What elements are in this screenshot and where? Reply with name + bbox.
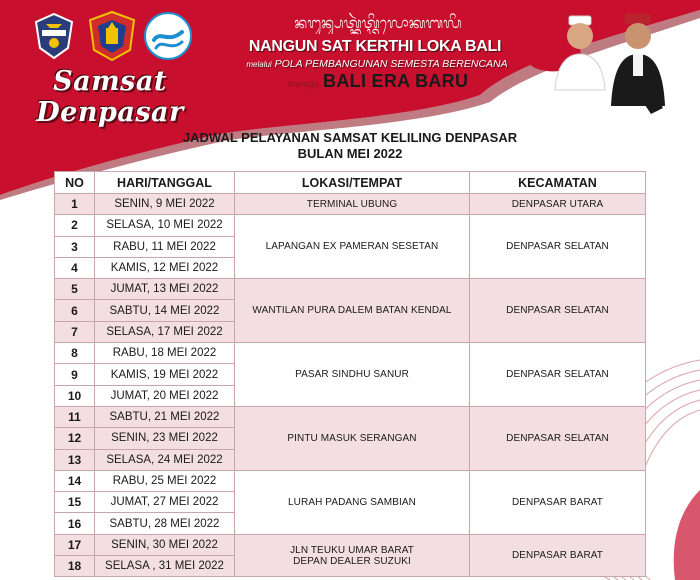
slogan-menuju: menuju (287, 79, 320, 89)
document-title (120, 130, 580, 162)
slogan-main: NANGUN SAT KERTHI LOKA BALI (248, 38, 502, 55)
row-district: DENPASAR SELATAN (470, 215, 646, 279)
row-district: DENPASAR UTARA (470, 194, 646, 215)
document-title-line2: BULAN MEI 2022 (297, 146, 403, 161)
row-location: TERMINAL UBUNG (235, 194, 470, 215)
row-no: 9 (55, 364, 95, 385)
row-date: SENIN, 30 MEI 2022 (95, 534, 235, 555)
row-date: KAMIS, 19 MEI 2022 (95, 364, 235, 385)
table-header-row (55, 172, 646, 194)
slogan-melalui: melalui (246, 60, 272, 69)
row-no: 5 (55, 279, 95, 300)
row-no: 16 (55, 513, 95, 534)
row-date: SELASA, 17 MEI 2022 (95, 321, 235, 342)
row-location: LURAH PADANG SAMBIAN (235, 470, 470, 534)
police-emblem-icon (28, 10, 80, 62)
row-date: SENIN, 23 MEI 2022 (95, 428, 235, 449)
row-no: 15 (55, 492, 95, 513)
officials-photo (525, 10, 695, 125)
row-date: KAMIS, 12 MEI 2022 (95, 257, 235, 278)
row-no: 3 (55, 236, 95, 257)
row-no: 6 (55, 300, 95, 321)
row-date: RABU, 11 MEI 2022 (95, 236, 235, 257)
row-no: 1 (55, 194, 95, 215)
row-location: PINTU MASUK SERANGAN (235, 406, 470, 470)
brand-title: Samsat Denpasar (36, 66, 184, 128)
table-row (55, 343, 646, 364)
row-date: SELASA, 10 MEI 2022 (95, 215, 235, 236)
bali-province-crest-icon (86, 10, 138, 62)
slogan-sub (246, 58, 508, 70)
row-no: 2 (55, 215, 95, 236)
logo-group (28, 10, 198, 65)
row-no: 4 (55, 257, 95, 278)
header-no: NO (55, 172, 95, 194)
row-date: SELASA, 24 MEI 2022 (95, 449, 235, 470)
row-date: JUMAT, 13 MEI 2022 (95, 279, 235, 300)
balinese-script-text: ᬦᬗᬸᬦ᭄ᬲᬢ᭄ᬓᬃᬢ᭄ᬢᬶᬮᭀᬓᬩᬮᬶ (294, 14, 462, 32)
slogan-era-text: BALI ERA BARU (323, 71, 469, 91)
table-row (55, 406, 646, 427)
row-no: 18 (55, 556, 95, 577)
slogan-pola: POLA PEMBANGUNAN SEMESTA BERENCANA (274, 58, 508, 70)
row-district: DENPASAR BARAT (470, 534, 646, 577)
row-location-line2: DEPAN DEALER SUZUKI (293, 555, 411, 567)
row-date: SENIN, 9 MEI 2022 (95, 194, 235, 215)
row-date: JUMAT, 27 MEI 2022 (95, 492, 235, 513)
row-date: SABTU, 21 MEI 2022 (95, 406, 235, 427)
table-row (55, 534, 646, 555)
jasa-raharja-logo-icon (142, 10, 194, 62)
row-location: PASAR SINDHU SANUR (235, 343, 470, 407)
row-date: SABTU, 14 MEI 2022 (95, 300, 235, 321)
row-date: RABU, 18 MEI 2022 (95, 343, 235, 364)
table-row (55, 215, 646, 236)
row-district: DENPASAR SELATAN (470, 279, 646, 343)
row-no: 7 (55, 321, 95, 342)
table-row (55, 194, 646, 215)
row-date: RABU, 25 MEI 2022 (95, 470, 235, 491)
row-district: DENPASAR BARAT (470, 470, 646, 534)
row-district: DENPASAR SELATAN (470, 406, 646, 470)
row-date: SABTU, 28 MEI 2022 (95, 513, 235, 534)
header-district: KECAMATAN (470, 172, 646, 194)
header-date: HARI/TANGGAL (95, 172, 235, 194)
row-no: 13 (55, 449, 95, 470)
row-no: 12 (55, 428, 95, 449)
row-no: 17 (55, 534, 95, 555)
header-location: LOKASI/TEMPAT (235, 172, 470, 194)
row-location: LAPANGAN EX PAMERAN SESETAN (235, 215, 470, 279)
schedule-table (54, 171, 646, 577)
row-location-line1: JLN TEUKU UMAR BARAT (290, 544, 414, 556)
row-no: 14 (55, 470, 95, 491)
balinese-script-banner (258, 10, 498, 34)
row-location: WANTILAN PURA DALEM BATAN KENDAL (235, 279, 470, 343)
official-right (611, 14, 665, 106)
row-no: 10 (55, 385, 95, 406)
row-no: 8 (55, 343, 95, 364)
table-row (55, 279, 646, 300)
row-no: 11 (55, 406, 95, 427)
row-location (235, 534, 470, 577)
table-row (55, 470, 646, 491)
row-date: JUMAT, 20 MEI 2022 (95, 385, 235, 406)
row-district: DENPASAR SELATAN (470, 343, 646, 407)
document-title-line1: JADWAL PELAYANAN SAMSAT KELILING DENPASAR (182, 130, 518, 145)
slogan-era (258, 71, 498, 92)
row-date: SELASA , 31 MEI 2022 (95, 556, 235, 577)
